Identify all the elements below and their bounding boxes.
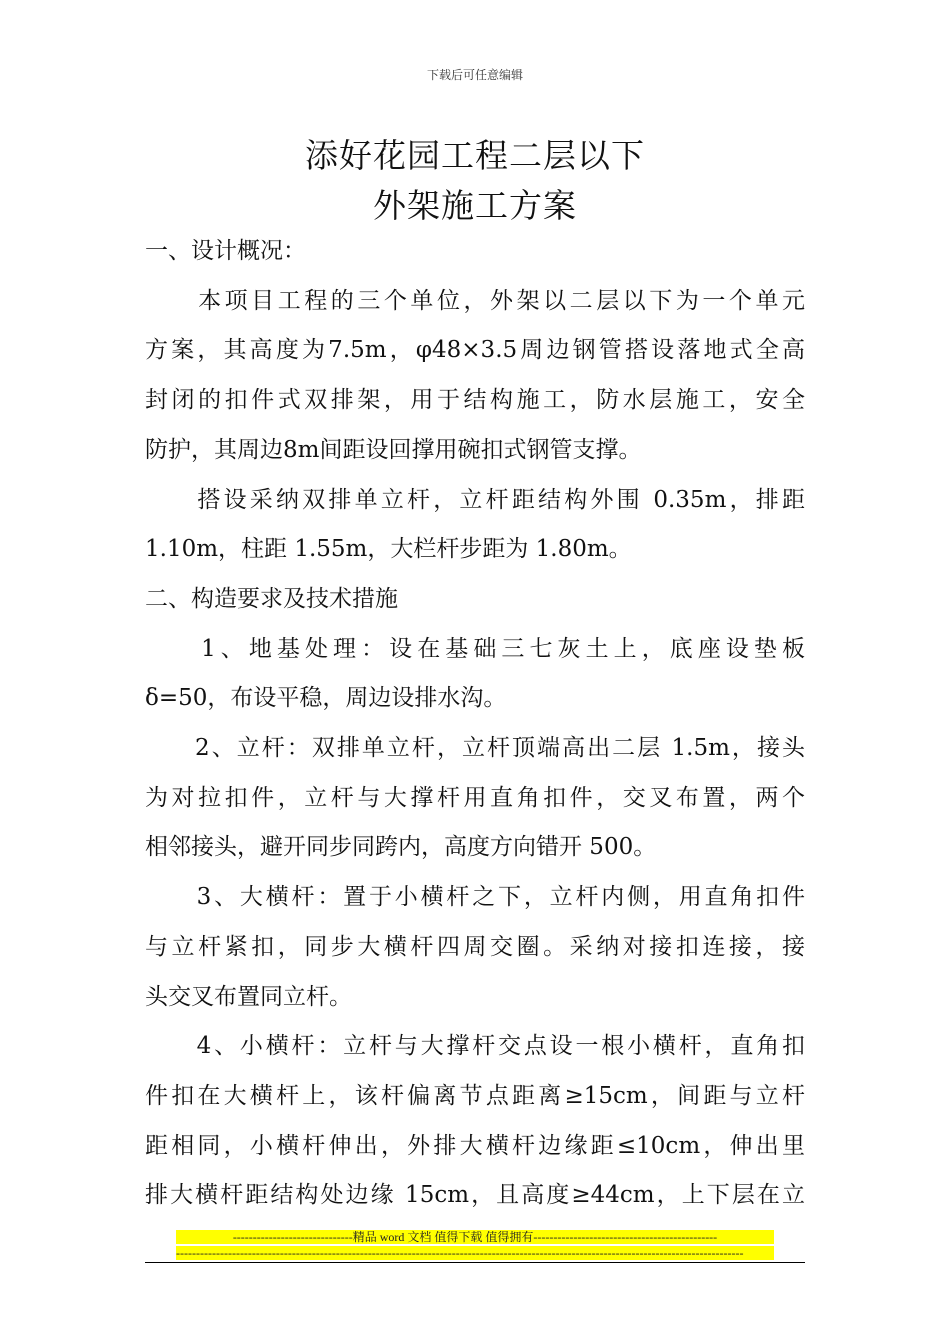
body-line: 与立杆紧扣，同步大横杆四周交圈。采纳对接扣连接，接 [145,934,805,960]
body-line: 相邻接头，避开同步同跨内，高度方向错开 500。 [145,834,657,860]
footer-dash-line: ---------------------------------------------------------------------------------------------------------------------------------------------- [176,1246,774,1260]
body-line: 方案，其高度为7.5m，φ48×3.5周边钢管搭设落地式全高 [145,337,805,363]
page-header: 下载后可任意编辑 [426,68,523,82]
footer-rule [145,1262,805,1263]
body-line: 件扣在大横杆上，该杆偏离节点距离≥15cm，间距与立杆 [145,1083,805,1109]
body-line: 封闭的扣件式双排架，用于结构施工，防水层施工，安全 [145,387,805,413]
document-title-line-1: 添好花园工程二层以下 [305,136,645,175]
body-line: 为对拉扣件，立杆与大撑杆用直角扣件，交叉布置，两个 [145,785,805,811]
body-line: 距相同，小横杆伸出，外排大横杆边缘距≤10cm，伸出里 [145,1133,805,1159]
body-line: 搭设采纳双排单立杆，立杆距结构外围 0.35m，排距 [145,487,805,513]
body-line: 4、小横杆：立杆与大撑杆交点设一根小横杆，直角扣 [145,1033,805,1059]
footer-banner: ------------------------------精品 word 文档 值得下载 值得拥有---------------------------------------------- [176,1230,774,1244]
body-line: 1.10m，柱距 1.55m，大栏杆步距为 1.80m。 [145,536,632,562]
body-line: 1、地基处理：设在基础三七灰土上，底座设垫板 [145,636,805,662]
body-line: 一、设计概况： [145,238,306,264]
body-line: 二、构造要求及技术措施 [145,586,398,612]
body-line: 排大横杆距结构处边缘 15cm，且高度≥44cm，上下层在立 [145,1182,805,1208]
body-line: 头交叉布置同立杆。 [145,984,352,1010]
body-line: 3、大横杆：置于小横杆之下，立杆内侧，用直角扣件 [145,884,805,910]
body-line: 防护，其周边8m间距设回撑用碗扣式钢管支撑。 [145,437,642,463]
body-line: 2、立杆：双排单立杆，立杆顶端高出二层 1.5m，接头 [145,735,805,761]
document-title-line-2: 外架施工方案 [373,186,577,225]
body-line: 本项目工程的三个单位，外架以二层以下为一个单元 [145,288,805,314]
body-line: δ=50，布设平稳，周边设排水沟。 [145,685,507,711]
